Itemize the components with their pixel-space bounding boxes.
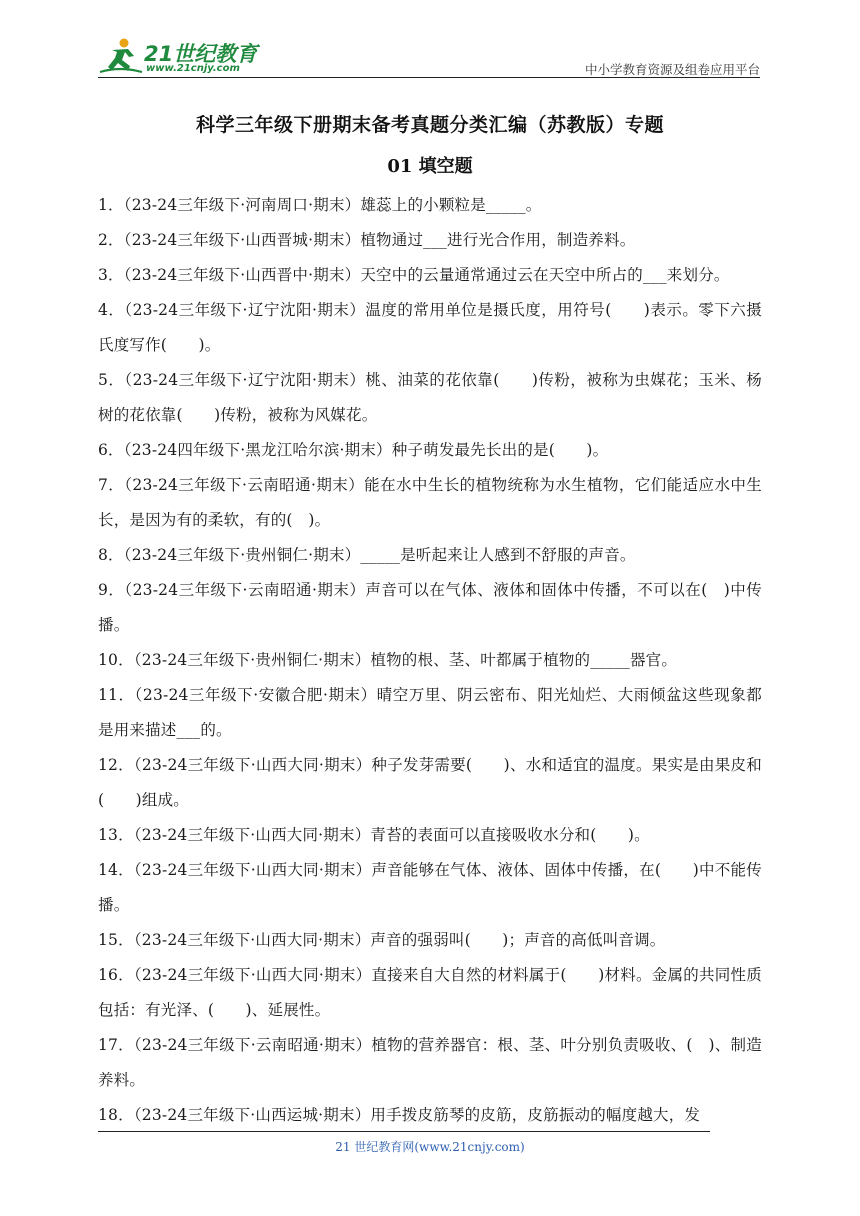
question-item: 13．（23-24三年级下·山西大同·期末）青苔的表面可以直接吸收水分和( )。 [98,826,650,844]
site-logo [98,36,268,80]
logo-brand-text: 21世纪教育 [144,42,258,66]
question-item: 8．（23-24三年级下·贵州铜仁·期末）_____是听起来让人感到不舒服的声音。 [98,546,636,564]
question-item: 3．（23-24三年级下·山西晋中·期末）天空中的云量通常通过云在天空中所占的___来划分。 [98,266,730,284]
question-item: 6．（23-24四年级下·黑龙江哈尔滨·期末）种子萌发最先长出的是( )。 [98,441,609,459]
logo-url-text: www.21cnjy.com [146,63,240,74]
footer-text: 21 世纪教育网(www.21cnjy.com) [335,1140,525,1154]
question-item: 11．（23-24三年级下·安徽合肥·期末）晴空万里、阴云密布、阳光灿烂、大雨倾盆这些现象都是用来描述___的。 [98,686,762,739]
platform-label: 中小学教育资源及组卷应用平台 [584,62,760,77]
question-item: 10．（23-24三年级下·贵州铜仁·期末）植物的根、茎、叶都属于植物的_____器官。 [98,651,678,669]
header-divider [98,77,760,78]
page-header [0,0,860,84]
question-item: 12．（23-24三年级下·山西大同·期末）种子发芽需要( )、水和适宜的温度。果实是由果皮和( )组成。 [98,756,762,809]
footer-divider [98,1131,710,1132]
question-item: 2．（23-24三年级下·山西晋城·期末）植物通过___进行光合作用，制造养料。 [98,231,636,249]
question-item: 15．（23-24三年级下·山西大同·期末）声音的强弱叫( )；声音的高低叫音调。 [98,931,666,949]
question-item: 7．（23-24三年级下·云南昭通·期末）能在水中生长的植物统称为水生植物，它们能适应水中生长，是因为有的柔软，有的( )。 [98,476,762,529]
question-item: 18．（23-24三年级下·山西运城·期末）用手拨皮筋琴的皮筋，皮筋振动的幅度越大，发 [98,1106,701,1124]
question-item: 1．（23-24三年级下·河南周口·期末）雄蕊上的小颗粒是_____。 [98,196,542,214]
question-item: 9．（23-24三年级下·云南昭通·期末）声音可以在气体、液体和固体中传播，不可以在( )中传播。 [98,581,762,634]
page-title: 科学三年级下册期末备考真题分类汇编（苏教版）专题 [195,114,664,136]
question-item: 17．（23-24三年级下·云南昭通·期末）植物的营养器官：根、茎、叶分别负责吸收、( )、制造养料。 [98,1036,762,1089]
question-item: 4．（23-24三年级下·辽宁沈阳·期末）温度的常用单位是摄氏度，用符号( )表示。零下六摄氏度写作( )。 [98,301,762,354]
question-list [98,188,762,1133]
runner-icon [98,36,144,76]
section-title: 01 填空题 [387,156,473,177]
question-item: 16．（23-24三年级下·山西大同·期末）直接来自大自然的材料属于( )材料。金属的共同性质包括：有光泽、( )、延展性。 [98,966,762,1019]
question-item: 14．（23-24三年级下·山西大同·期末）声音能够在气体、液体、固体中传播，在( )中不能传播。 [98,861,762,914]
question-item: 5．（23-24三年级下·辽宁沈阳·期末）桃、油菜的花依靠( )传粉，被称为虫媒花；玉米、杨树的花依靠( )传粉，被称为风媒花。 [98,371,762,424]
